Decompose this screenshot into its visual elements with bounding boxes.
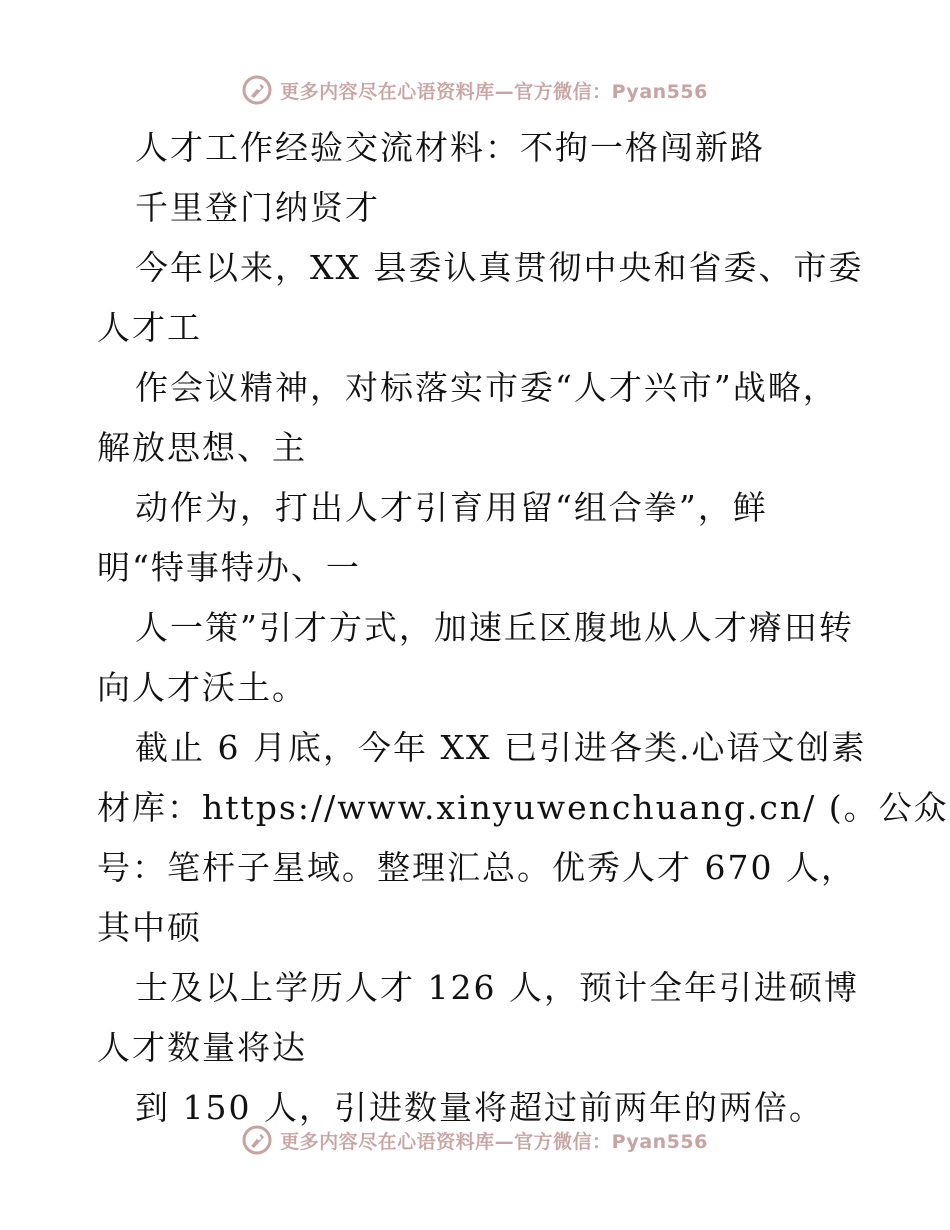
doc-title-line-2: 千里登门纳贤才: [135, 188, 380, 227]
paragraph-line: 动作为，打出人才引育用留“组合拳”，鲜: [135, 488, 768, 527]
paragraph-line: 截止 6 月底，今年 XX 已引进各类.心语文创素: [135, 728, 867, 767]
paragraph-line: 号：笔杆子星域。整理汇总。优秀人才 670 人，: [97, 848, 856, 887]
footer-watermark: [0, 1120, 950, 1160]
paragraph-line: 其中硕: [97, 908, 202, 947]
paragraph-line: 人才工: [97, 308, 202, 347]
paragraph-line: 士及以上学历人才 126 人，预计全年引进硕博: [135, 968, 859, 1007]
paragraph-line: 向人才沃土。: [97, 668, 307, 707]
paragraph-line: 明“特事特办、一: [97, 548, 361, 587]
paragraph-line: 人才数量将达: [97, 1028, 307, 1067]
doc-title-line-1: 人才工作经验交流材料：不拘一格闯新路: [135, 128, 765, 167]
header-watermark: [0, 70, 950, 110]
paragraph-line: 今年以来，XX 县委认真贯彻中央和省委、市委: [135, 248, 864, 287]
paragraph-line: 人一策”引才方式，加速丘区腹地从人才瘠田转: [135, 608, 854, 647]
pen-nib-logo-icon: [242, 75, 272, 105]
paragraph-line: 材库：https://www.xinyuwenchuang.cn/ (。公众: [97, 788, 949, 827]
watermark-text: 更多内容尽在心语资料库—官方微信：Pyan556: [280, 80, 708, 103]
paragraph-line: 作会议精神，对标落实市委“人才兴市”战略，: [135, 368, 838, 407]
pen-nib-logo-icon: [242, 1125, 272, 1155]
watermark-text: 更多内容尽在心语资料库—官方微信：Pyan556: [280, 1130, 708, 1153]
document-body: [97, 118, 949, 1138]
paragraph-line: 到 150 人，引进数量将超过前两年的两倍。: [135, 1088, 824, 1127]
paragraph-line: 解放思想、主: [97, 428, 307, 467]
